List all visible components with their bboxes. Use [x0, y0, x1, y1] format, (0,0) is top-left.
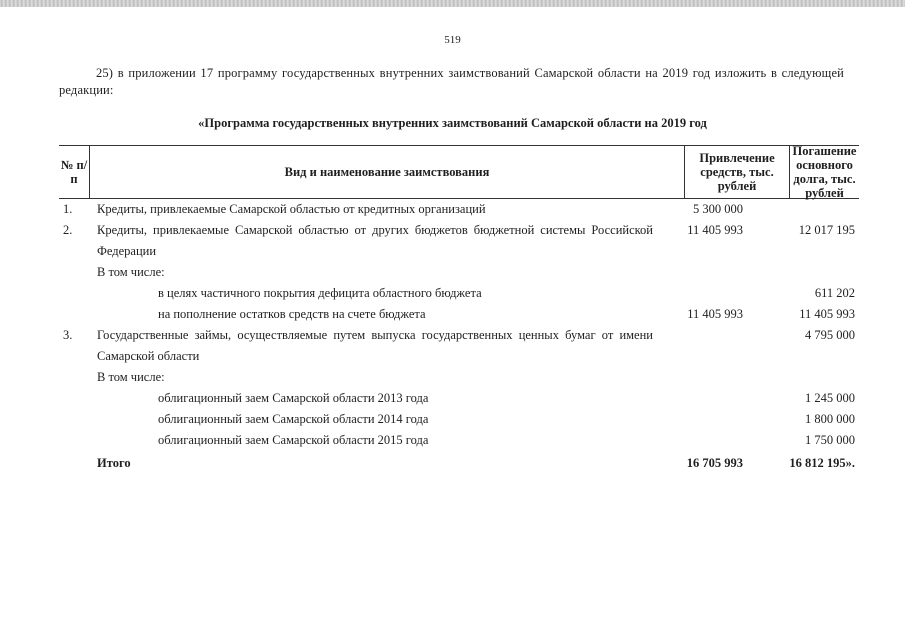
table-body	[59, 199, 859, 451]
row-repay: 1 800 000	[805, 412, 855, 426]
row-name: облигационный заем Самарской области 2013 года	[158, 391, 429, 405]
table-row	[59, 430, 859, 451]
header-attract: Привлечение средств, тыс. рублей	[685, 146, 790, 198]
table-row	[59, 220, 859, 262]
row-name: облигационный заем Самарской области 2014 года	[158, 412, 429, 426]
row-attract: 11 405 993	[687, 223, 743, 237]
scan-top-edge	[0, 0, 905, 7]
table-row	[59, 388, 859, 409]
table-header-row	[59, 145, 859, 199]
row-repay: 1 245 000	[805, 391, 855, 405]
table-total-row	[59, 453, 859, 474]
header-repay: Погашение основного долга, тыс. рублей	[792, 144, 857, 200]
row-attract: 11 405 993	[687, 307, 743, 321]
row-repay: 12 017 195	[798, 223, 855, 237]
row-name: В том числе:	[97, 370, 165, 384]
table-row	[59, 409, 859, 430]
row-name: на пополнение остатков средств на счете бюджета	[158, 307, 426, 321]
table-row	[59, 367, 859, 388]
table-row	[59, 283, 859, 304]
table-row	[59, 199, 859, 220]
row-num: 3.	[63, 328, 73, 342]
row-repay: 4 795 000	[805, 328, 855, 342]
row-num: 1.	[63, 202, 73, 216]
row-name: в целях частичного покрытия дефицита областного бюджета	[158, 286, 482, 300]
borrowing-table	[59, 145, 859, 474]
row-name: Кредиты, привлекаемые Самарской областью от других бюджетов бюджетной системы Российской Федерации	[97, 223, 653, 258]
table-row	[59, 304, 859, 325]
row-repay: 11 405 993	[799, 307, 855, 321]
row-name: Кредиты, привлекаемые Самарской областью от кредитных организаций	[97, 202, 486, 216]
row-name: Государственные займы, осуществляемые путем выпуска государственных ценных бумаг от имени Самарской области	[97, 328, 653, 363]
table-row	[59, 325, 859, 367]
total-label: Итого	[97, 456, 131, 470]
row-repay: 1 750 000	[805, 433, 855, 447]
total-attract: 16 705 993	[686, 456, 743, 470]
page-number: 519	[444, 34, 461, 46]
row-name: облигационный заем Самарской области 2015 года	[158, 433, 429, 447]
table-row	[59, 262, 859, 283]
intro-paragraph: 25) в приложении 17 программу государственных внутренних заимствований Самарской области на 2019 год изложить в следующей редакции:	[59, 66, 844, 97]
table-heading: «Программа государственных внутренних заимствований Самарской области на 2019 год	[198, 116, 707, 130]
row-attract: 5 300 000	[693, 202, 743, 216]
total-repay: 16 812 195».	[789, 456, 855, 470]
row-num: 2.	[63, 223, 73, 237]
row-name: В том числе:	[97, 265, 165, 279]
row-repay: 611 202	[814, 286, 855, 300]
header-num: № п/п	[59, 146, 90, 198]
header-name: Вид и наименование заимствования	[90, 146, 685, 198]
